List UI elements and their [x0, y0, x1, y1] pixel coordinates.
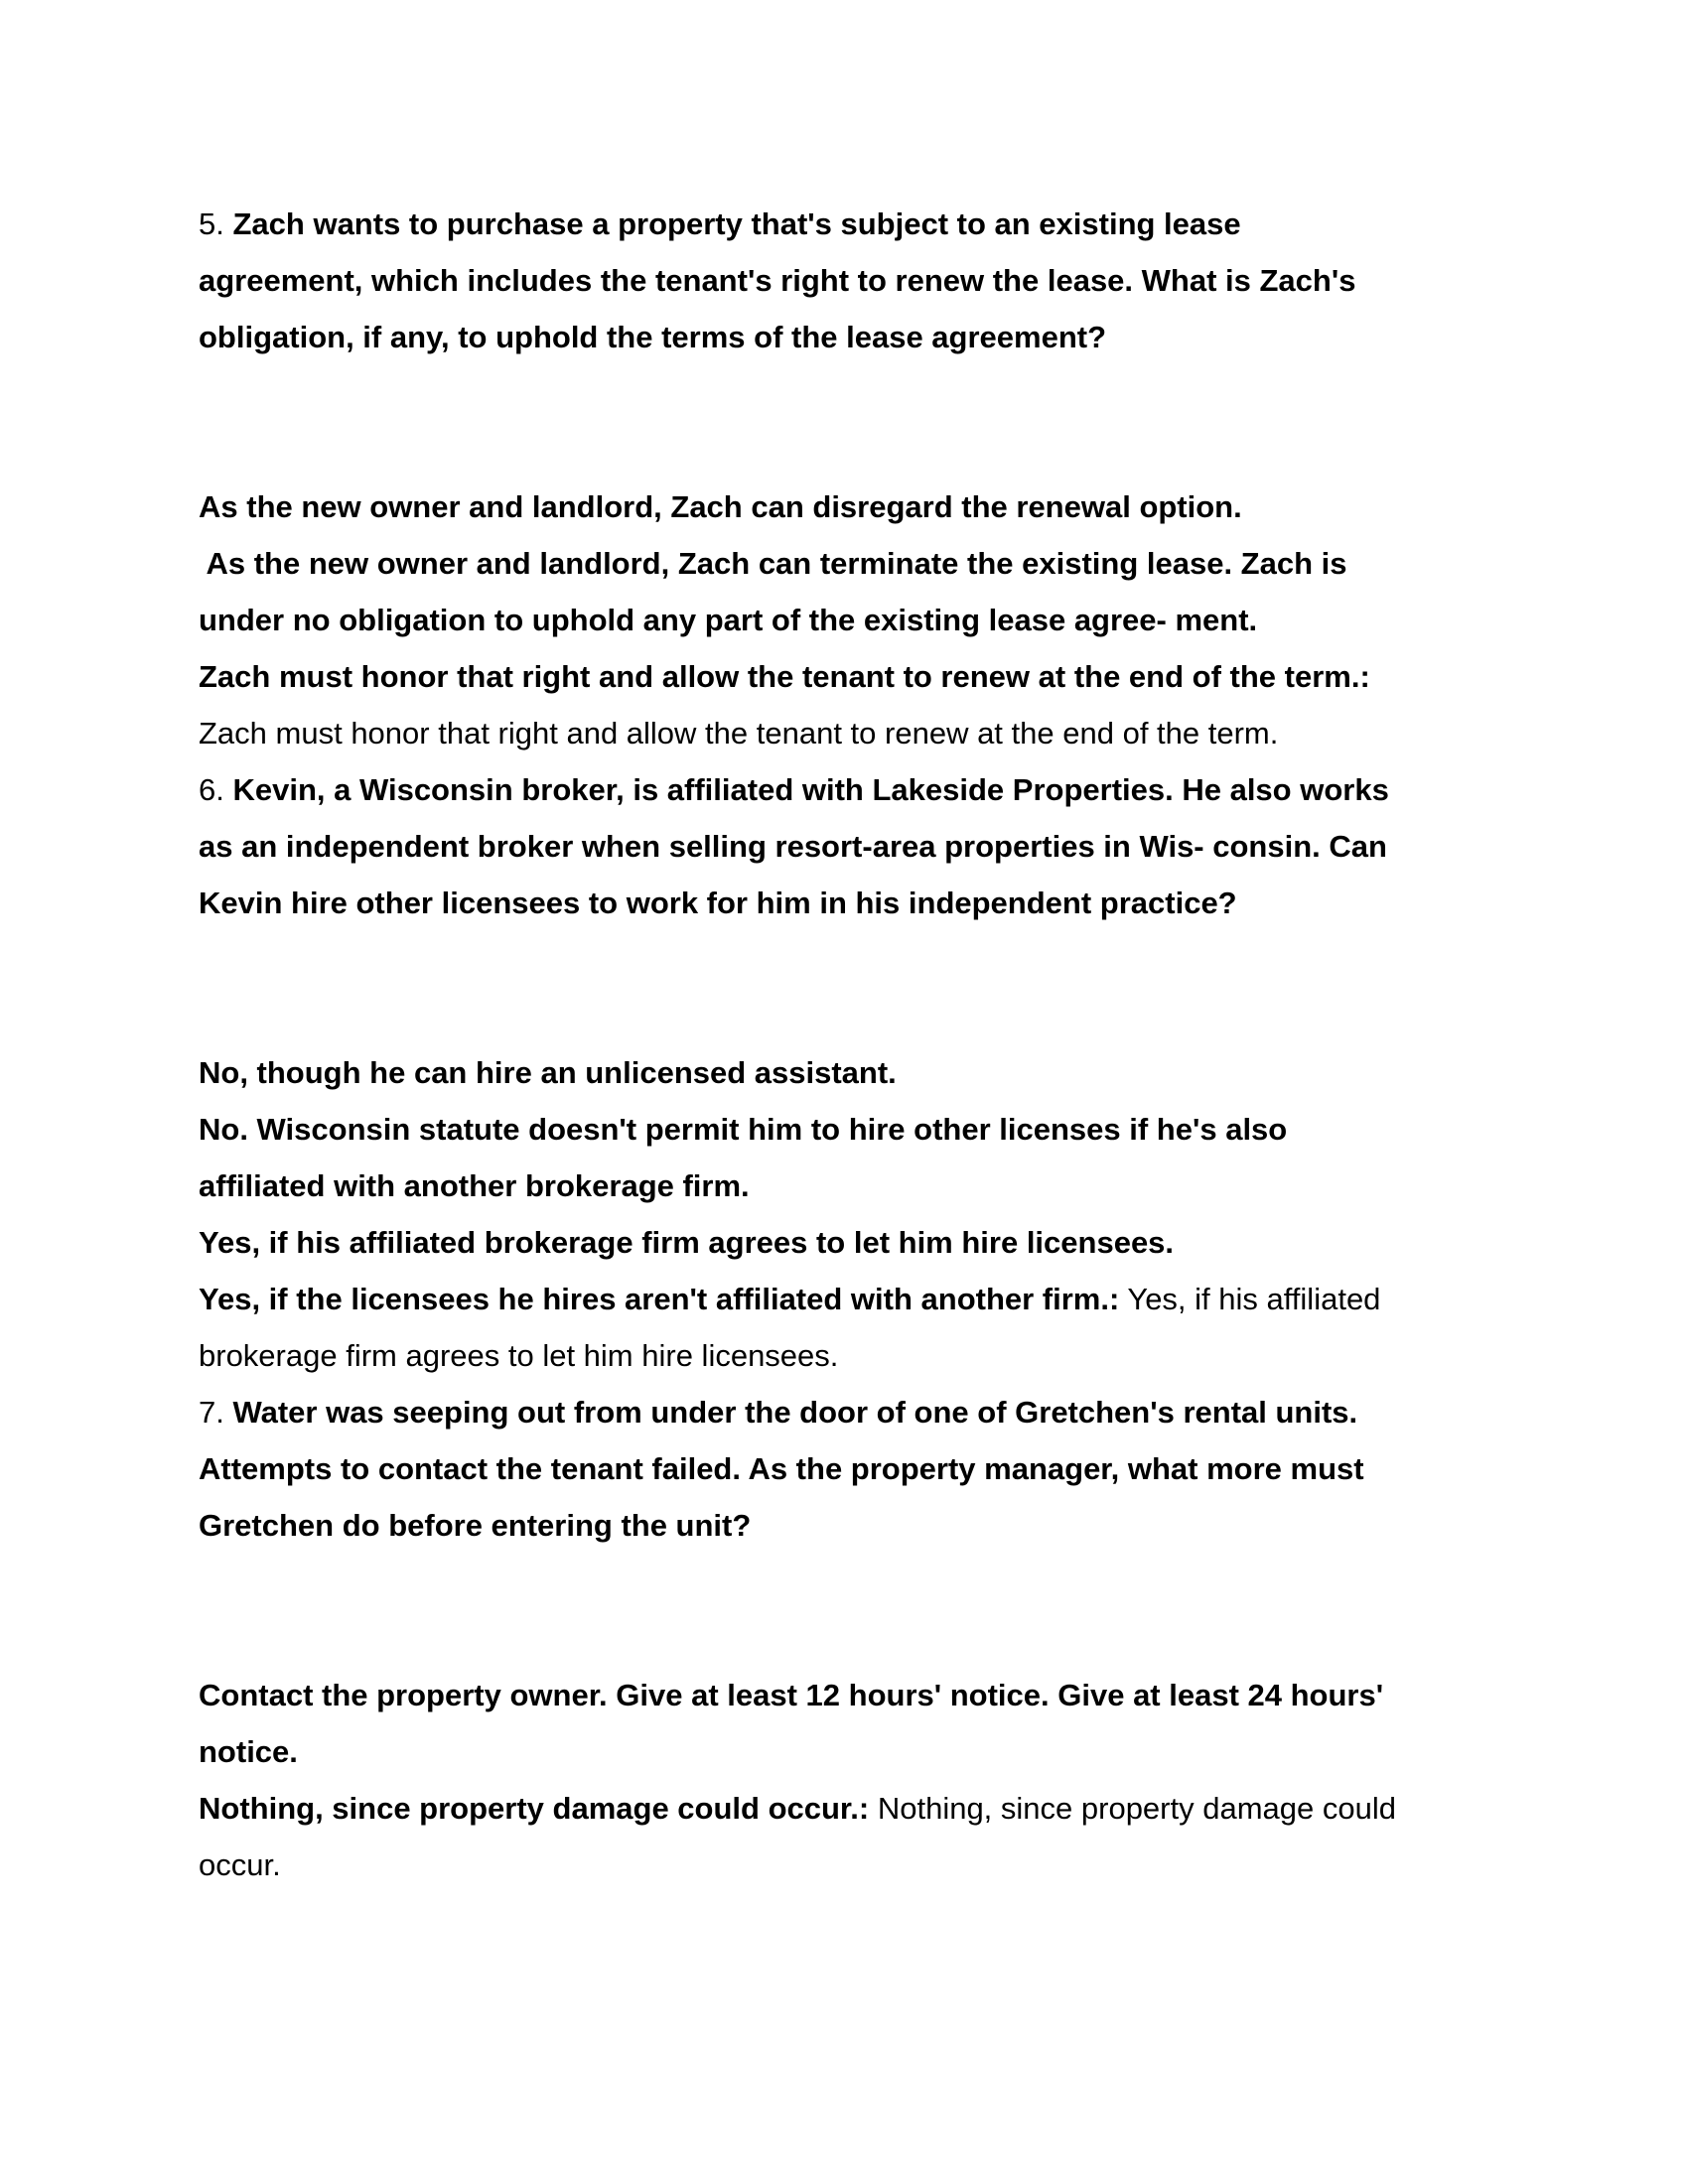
question-6-line-1: [199, 761, 1489, 818]
option-text: Yes, if the licensees he hires aren't affiliated with another firm.:: [199, 1282, 1120, 1316]
question-7-line-2: Attempts to contact the tenant failed. As the property manager, what more must: [199, 1451, 1364, 1486]
option-line: As the new owner and landlord, Zach can disregard the renewal option.: [199, 489, 1242, 524]
option-line: affiliated with another brokerage firm.: [199, 1168, 750, 1203]
question-5-line-3: obligation, if any, to uphold the terms of the lease agreement?: [199, 320, 1107, 354]
question-number: 6.: [199, 772, 224, 807]
question-5-line-2: agreement, which includes the tenant's right to renew the lease. What is Zach's: [199, 263, 1356, 298]
answer-text: Nothing, since property damage could: [869, 1791, 1396, 1826]
document-page: [199, 196, 1489, 1893]
question-6-line-3: Kevin hire other licensees to work for him in his independent practice?: [199, 886, 1237, 920]
answer-line: Zach must honor that right and allow the tenant to renew at the end of the term.: [199, 716, 1279, 751]
option-line: No. Wisconsin statute doesn't permit him to hire other licenses if he's also: [199, 1112, 1288, 1147]
question-text: Kevin, a Wisconsin broker, is affiliated with Lakeside Properties. He also works: [232, 772, 1389, 807]
answer-text: Yes, if his affiliated: [1119, 1282, 1381, 1316]
option-line: under no obligation to uphold any part of the existing lease agree- ment.: [199, 603, 1258, 637]
option-text: Nothing, since property damage could occur.:: [199, 1791, 870, 1826]
option-answer-line: [199, 1271, 1489, 1327]
option-line: notice.: [199, 1734, 298, 1769]
question-6-line-2: as an independent broker when selling resort-area properties in Wis- consin. Can: [199, 829, 1387, 864]
question-text: Zach wants to purchase a property that's subject to an existing lease: [232, 206, 1241, 241]
question-number: 7.: [199, 1395, 224, 1430]
option-line: No, though he can hire an unlicensed assistant.: [199, 1055, 897, 1090]
question-5-line-1: [199, 196, 1489, 252]
answer-line: occur.: [199, 1847, 281, 1882]
question-7-line-1: [199, 1384, 1489, 1440]
question-7-line-3: Gretchen do before entering the unit?: [199, 1508, 752, 1543]
option-line: Yes, if his affiliated brokerage firm agrees to let him hire licensees.: [199, 1225, 1175, 1260]
answer-line: brokerage firm agrees to let him hire licensees.: [199, 1338, 839, 1373]
spacer: [199, 931, 1489, 1044]
question-number: 5.: [199, 206, 224, 241]
spacer: [199, 1554, 1489, 1667]
option-line: Zach must honor that right and allow the tenant to renew at the end of the term.:: [199, 659, 1370, 694]
option-line: As the new owner and landlord, Zach can terminate the existing lease. Zach is: [199, 546, 1347, 581]
option-answer-line: [199, 1780, 1489, 1837]
option-line: Contact the property owner. Give at least 12 hours' notice. Give at least 24 hours': [199, 1678, 1384, 1712]
question-text: Water was seeping out from under the door of one of Gretchen's rental units.: [232, 1395, 1358, 1430]
spacer: [199, 365, 1489, 478]
